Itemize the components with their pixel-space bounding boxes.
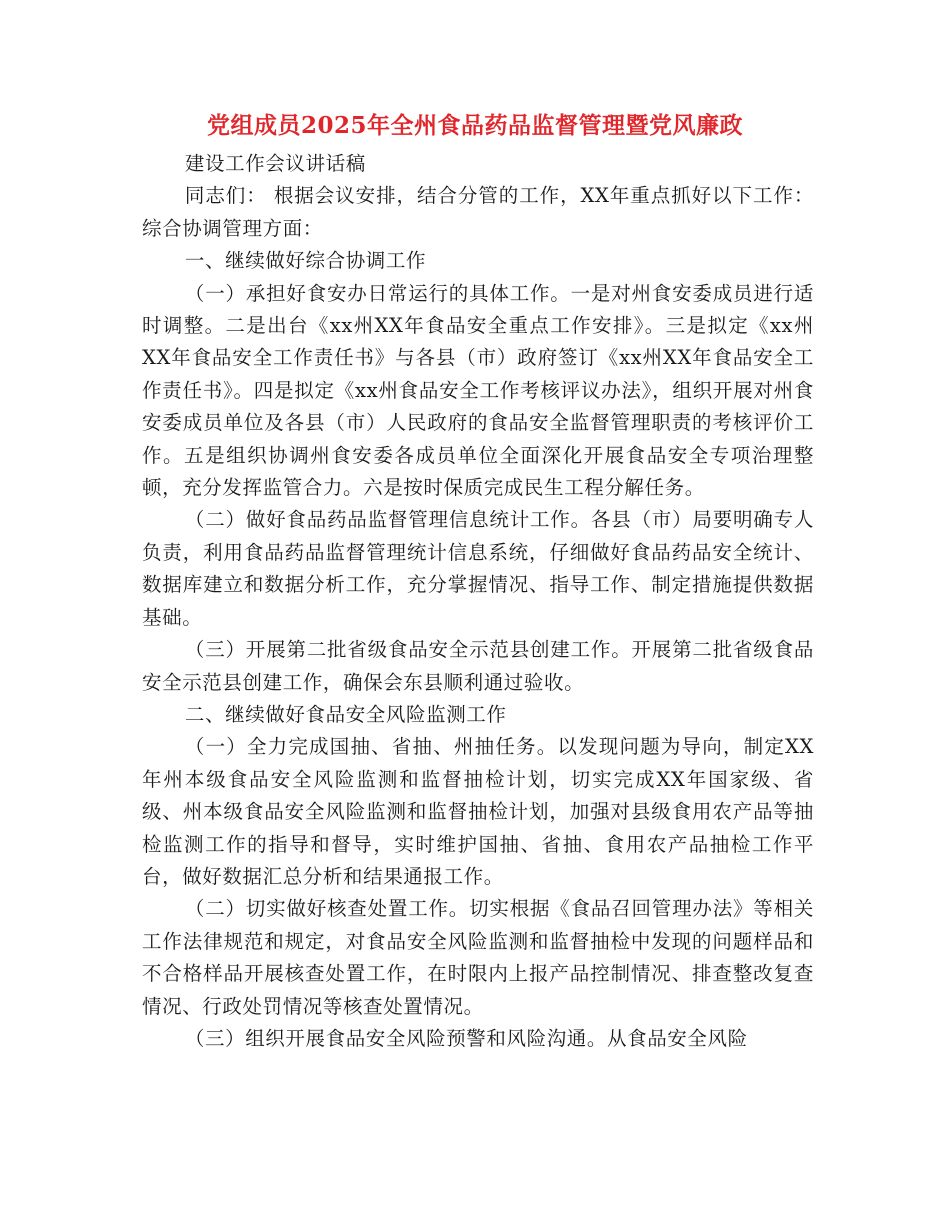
- paragraph-2-3: （三）组织开展食品安全风险预警和风险沟通。从食品安全风险: [184, 1026, 748, 1050]
- paragraph-2-1: （一）全力完成国抽、省抽、州抽任务。以发现问题为导向，制定XX年州本级食品安全风险监测和监督抽检计划，切实完成XX年国家级、省级、州本级食品安全风险监测和监督抽检计划，加强对县级食用农产品等抽检监测工作的指导和督导，实时维护国抽、省抽、食用农产品抽检工作平台，做好数据汇总分析和结果通报工作。: [142, 735, 814, 888]
- paragraph-1-2: （二）做好食品药品监督管理信息统计工作。各县（市）局要明确专人负责，利用食品药品监督管理统计信息系统，仔细做好食品药品安全统计、数据库建立和数据分析工作，充分掌握情况、指导工作、制定措施提供数据基础。: [142, 508, 814, 629]
- paragraph-title-continuation: 建设工作会议讲话稿: [184, 152, 366, 175]
- paragraph-1-1: （一）承担好食安办日常运行的具体工作。一是对州食安委成员进行适时调整。二是出台《xx州XX年食品安全重点工作安排》。三是拟定《xx州XX年食品安全工作责任书》与各县（市）政府签订《xx州XX年食品安全工作责任书》。四是拟定《xx州食品安全工作考核评议办法》，组织开展对州食安委成员单位及各县（市）人民政府的食品安全监督管理职责的考核评价工作。五是组织协调州食安委各成员单位全面深化开展食品安全专项治理整顿，充分发挥监管合力。六是按时保质完成民生工程分解任务。: [142, 281, 814, 500]
- document-body: [142, 148, 814, 1055]
- paragraph-salutation: 同志们： 根据会议安排，结合分管的工作，XX年重点抓好以下工作：综合协调管理方面：: [142, 184, 814, 240]
- paragraph-1-3: （三）开展第二批省级食品安全示范县创建工作。开展第二批省级食品安全示范县创建工作，确保会东县顺利通过验收。: [142, 638, 814, 694]
- section-heading-2: 二、继续做好食品安全风险监测工作: [184, 702, 507, 726]
- document-title: 党组成员2025年全州食品药品监督管理暨党风廉政: [206, 112, 743, 139]
- paragraph-2-2: （二）切实做好核查处置工作。切实根据《食品召回管理办法》等相关工作法律规范和规定，对食品安全风险监测和监督抽检中发现的问题样品和不合格样品开展核查处置工作，在时限内上报产品控制情况、排查整改复查情况、行政处罚情况等核查处置情况。: [142, 897, 814, 1018]
- section-heading-1: 一、继续做好综合协调工作: [184, 249, 427, 273]
